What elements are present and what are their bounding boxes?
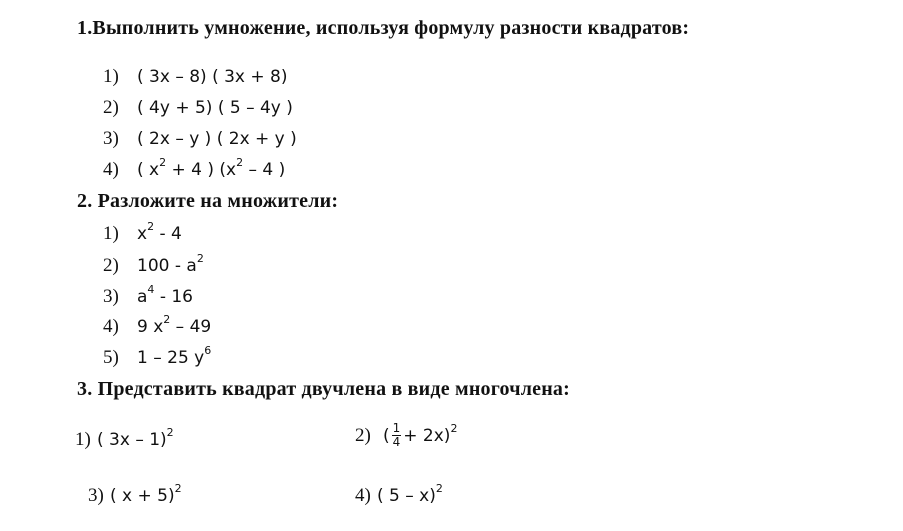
item-expression: ( $x^2 + 4$ ) ($x^2 - 4$ ) xyxy=(137,156,286,180)
item-number: 2) xyxy=(103,97,119,118)
item-number: 4) xyxy=(103,315,119,337)
item-expression: $x^2 - 4$ xyxy=(137,220,182,244)
task-1-heading: 1.Выполнить умножение, используя формулу разности квадратов: xyxy=(77,17,690,39)
item-expression: ( 4y + 5) ( 5 – 4y ) xyxy=(137,98,293,118)
fraction: $\frac{1}{4}$ xyxy=(392,421,401,449)
task-3-item-4 xyxy=(355,484,443,507)
item-expression: ( 2x – y ) ( 2x + y ) xyxy=(137,129,297,149)
item-number: 3) xyxy=(103,285,119,307)
item-expression: ( 3x – 8) ( 3x + 8) xyxy=(137,67,288,87)
task-1-item-2 xyxy=(103,97,293,119)
task-3-heading: 3. Представить квадрат двучлена в виде многочлена: xyxy=(77,378,570,400)
item-number: 2) xyxy=(103,254,119,276)
item-number: 1) xyxy=(75,428,91,450)
task-2-item-1 xyxy=(103,222,182,245)
task-3-item-3 xyxy=(88,484,182,507)
task-2-item-5 xyxy=(103,346,211,369)
item-expression: ( 3x – 1)$^2$ xyxy=(97,426,174,450)
item-expression: ( x + 5)$^2$ xyxy=(110,482,182,506)
item-expression: ( 5 – x)$^2$ xyxy=(377,482,443,506)
item-number: 5) xyxy=(103,346,119,368)
item-expression: 1 – 25 $y^6$ xyxy=(137,344,212,368)
item-number: 3) xyxy=(103,128,119,149)
item-number: 4) xyxy=(355,484,371,506)
task-2-heading: 2. Разложите на множители: xyxy=(77,190,339,212)
task-3-item-2 xyxy=(355,422,457,449)
item-number: 1) xyxy=(103,66,119,87)
item-expression: $100 - a^2$ xyxy=(137,252,204,276)
item-number: 3) xyxy=(88,484,104,506)
item-number: 1) xyxy=(103,222,119,244)
item-number: 2) xyxy=(355,424,371,446)
item-expression: 9 $x^2 - 49$ xyxy=(137,313,212,337)
item-expression: ( $\frac{1}{4}$ + 2x)$^2$ xyxy=(383,421,458,449)
task-2-item-4 xyxy=(103,315,211,338)
task-1-item-3 xyxy=(103,128,297,150)
task-2-item-2 xyxy=(103,254,204,277)
item-expression: $a^4 - 16$ xyxy=(137,283,193,307)
task-2-item-3 xyxy=(103,285,193,308)
item-number: 4) xyxy=(103,158,119,180)
task-1-item-4 xyxy=(103,158,285,181)
task-3-item-1 xyxy=(75,428,174,451)
task-1-item-1 xyxy=(103,66,288,88)
